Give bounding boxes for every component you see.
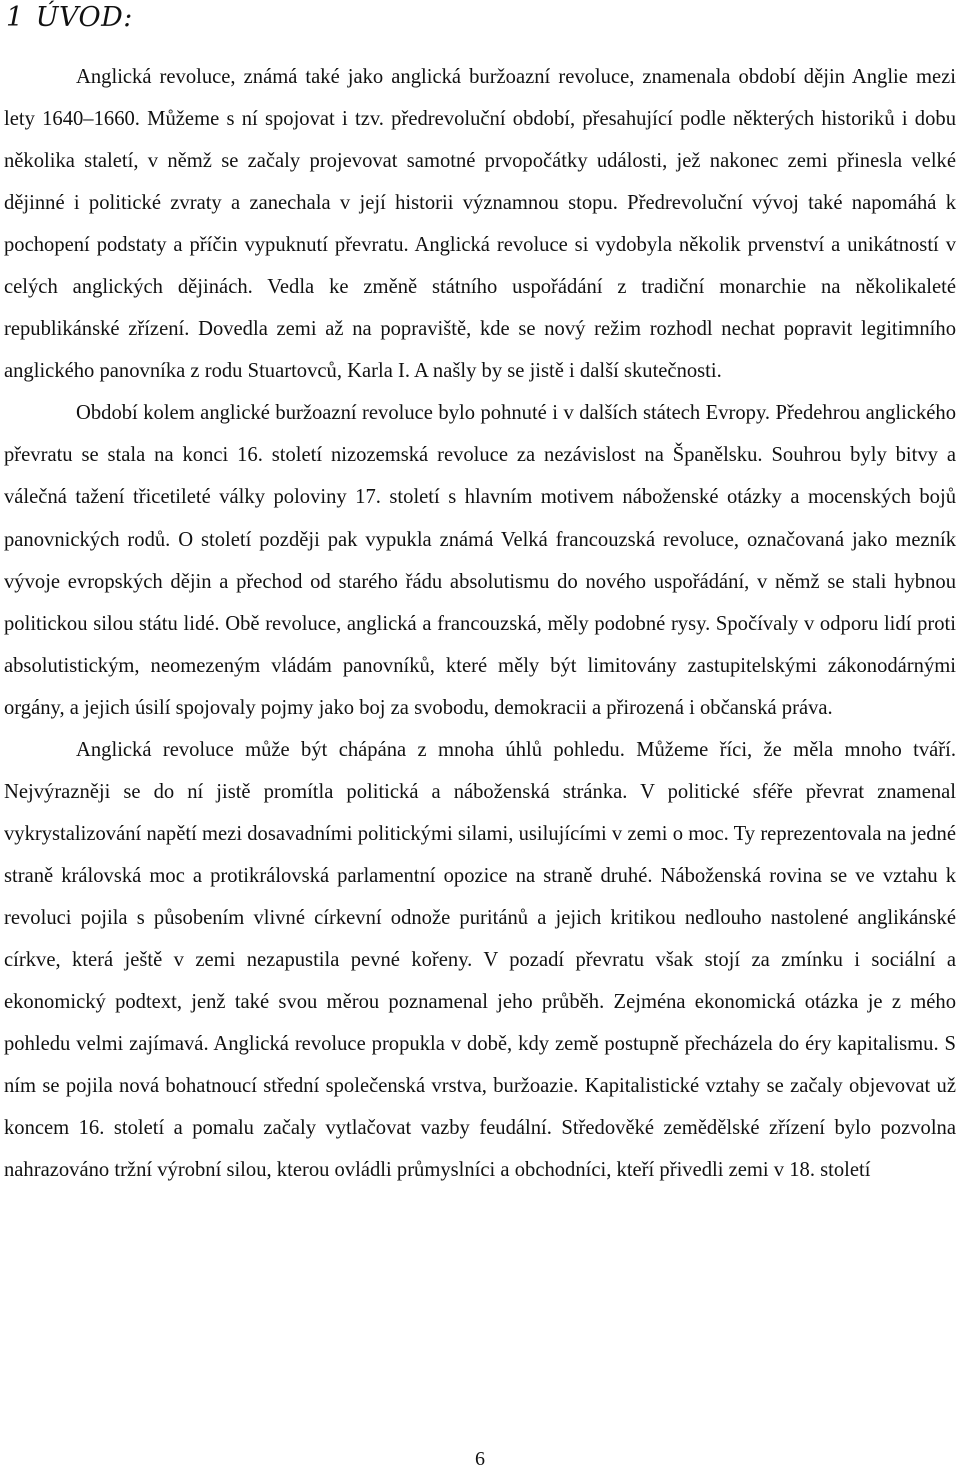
chapter-heading (6, 2, 133, 33)
chapter-number: 1 (6, 2, 24, 33)
page-number: 6 (475, 1448, 485, 1470)
paragraph-3: Anglická revoluce může být chápána z mnoha úhlů pohledu. Můžeme říci, že měla mnoho tváří. Nejvýrazněji se do ní jistě promítla politická a náboženská stránka. V politické sféře převrat znamenal vykrystalizování napětí mezi dosavadními politickými silami, usilujícími v zemi o moc. Ty reprezentovala na jedné straně královská moc a protikrálovská parlamentní opozice na straně druhé. Náboženská rovina se ve vztahu k revoluci pojila s působením vlivné církevní odnože puritánů a jejich kritikou nedlouho nastolené anglikánské církve, která ještě v zemi nezapustila pevné kořeny. V pozadí převratu však stojí za zmínku i sociální a ekonomický podtext, jenž také svou měrou poznamenal jeho průběh. Zejména ekonomická otázka je z mého pohledu velmi zajímavá. Anglická revoluce propukla v době, kdy země postupně přecházela do éry kapitalismu. S ním se pojila nová bohatnoucí střední společenská vrstva, buržoazie. Kapitalistické vztahy se začaly objevovat už koncem 16. století a pomalu začaly vytlačovat vazby feudální. Středověké zemědělské zřízení bylo pozvolna nahrazováno tržní výrobní silou, kterou ovládli průmyslníci a obchodníci, kteří přivedli zemi v 18. století (4, 738, 956, 1182)
document-body (4, 56, 956, 1191)
paragraph-1: Anglická revoluce, známá také jako anglická buržoazní revoluce, znamenala období dějin Anglie mezi lety 1640–1660. Můžeme s ní spojovat i tzv. předrevoluční období, přesahující podle některých historiků i dobu několika staletí, v němž se začaly projevovat samotné prvopočátky události, jež nakonec zemi přinesla velké dějinné i politické zvraty a zanechala v její historii významnou stopu. Předrevoluční vývoj také napomáhá k pochopení podstaty a příčin vypuknutí převratu. Anglická revoluce si vydobyla několik prvenství a unikátností v celých anglických dějinách. Vedla ke změně státního uspořádání z tradiční monarchie na několikaleté republikánské zřízení. Dovedla zemi až na popraviště, kde se nový režim rozhodl nechat popravit legitimního anglického panovníka z rodu Stuartovců, Karla I. A našly by se jistě i další skutečnosti. (4, 66, 956, 383)
chapter-title: ÚVOD: (35, 2, 133, 33)
paragraph-2: Období kolem anglické buržoazní revoluce bylo pohnuté i v dalších státech Evropy. Předehrou anglického převratu se stala na konci 16. století nizozemská revoluce za nezávislost na Španělsku. Souhrou byly bitvy a válečná tažení třicetileté války poloviny 17. století s hlavním motivem náboženské otázky a mocenských bojů panovnických rodů. O století později pak vypukla známá Velká francouzská revoluce, označovaná jako mezník vývoje evropských dějin a přechod od starého řádu absolutismu do nového uspořádání, v němž se stali hybnou politickou silou státu lidé. Obě revoluce, anglická a francouzská, měly podobné rysy. Spočívaly v odporu lidí proti absolutistickým, neomezeným vládám panovníků, které měly být limitovány zastupitelskými zákonodárnými orgány, a jejich úsilí spojovaly pojmy jako boj za svobodu, demokracii a přirozená i občanská práva. (4, 402, 956, 719)
